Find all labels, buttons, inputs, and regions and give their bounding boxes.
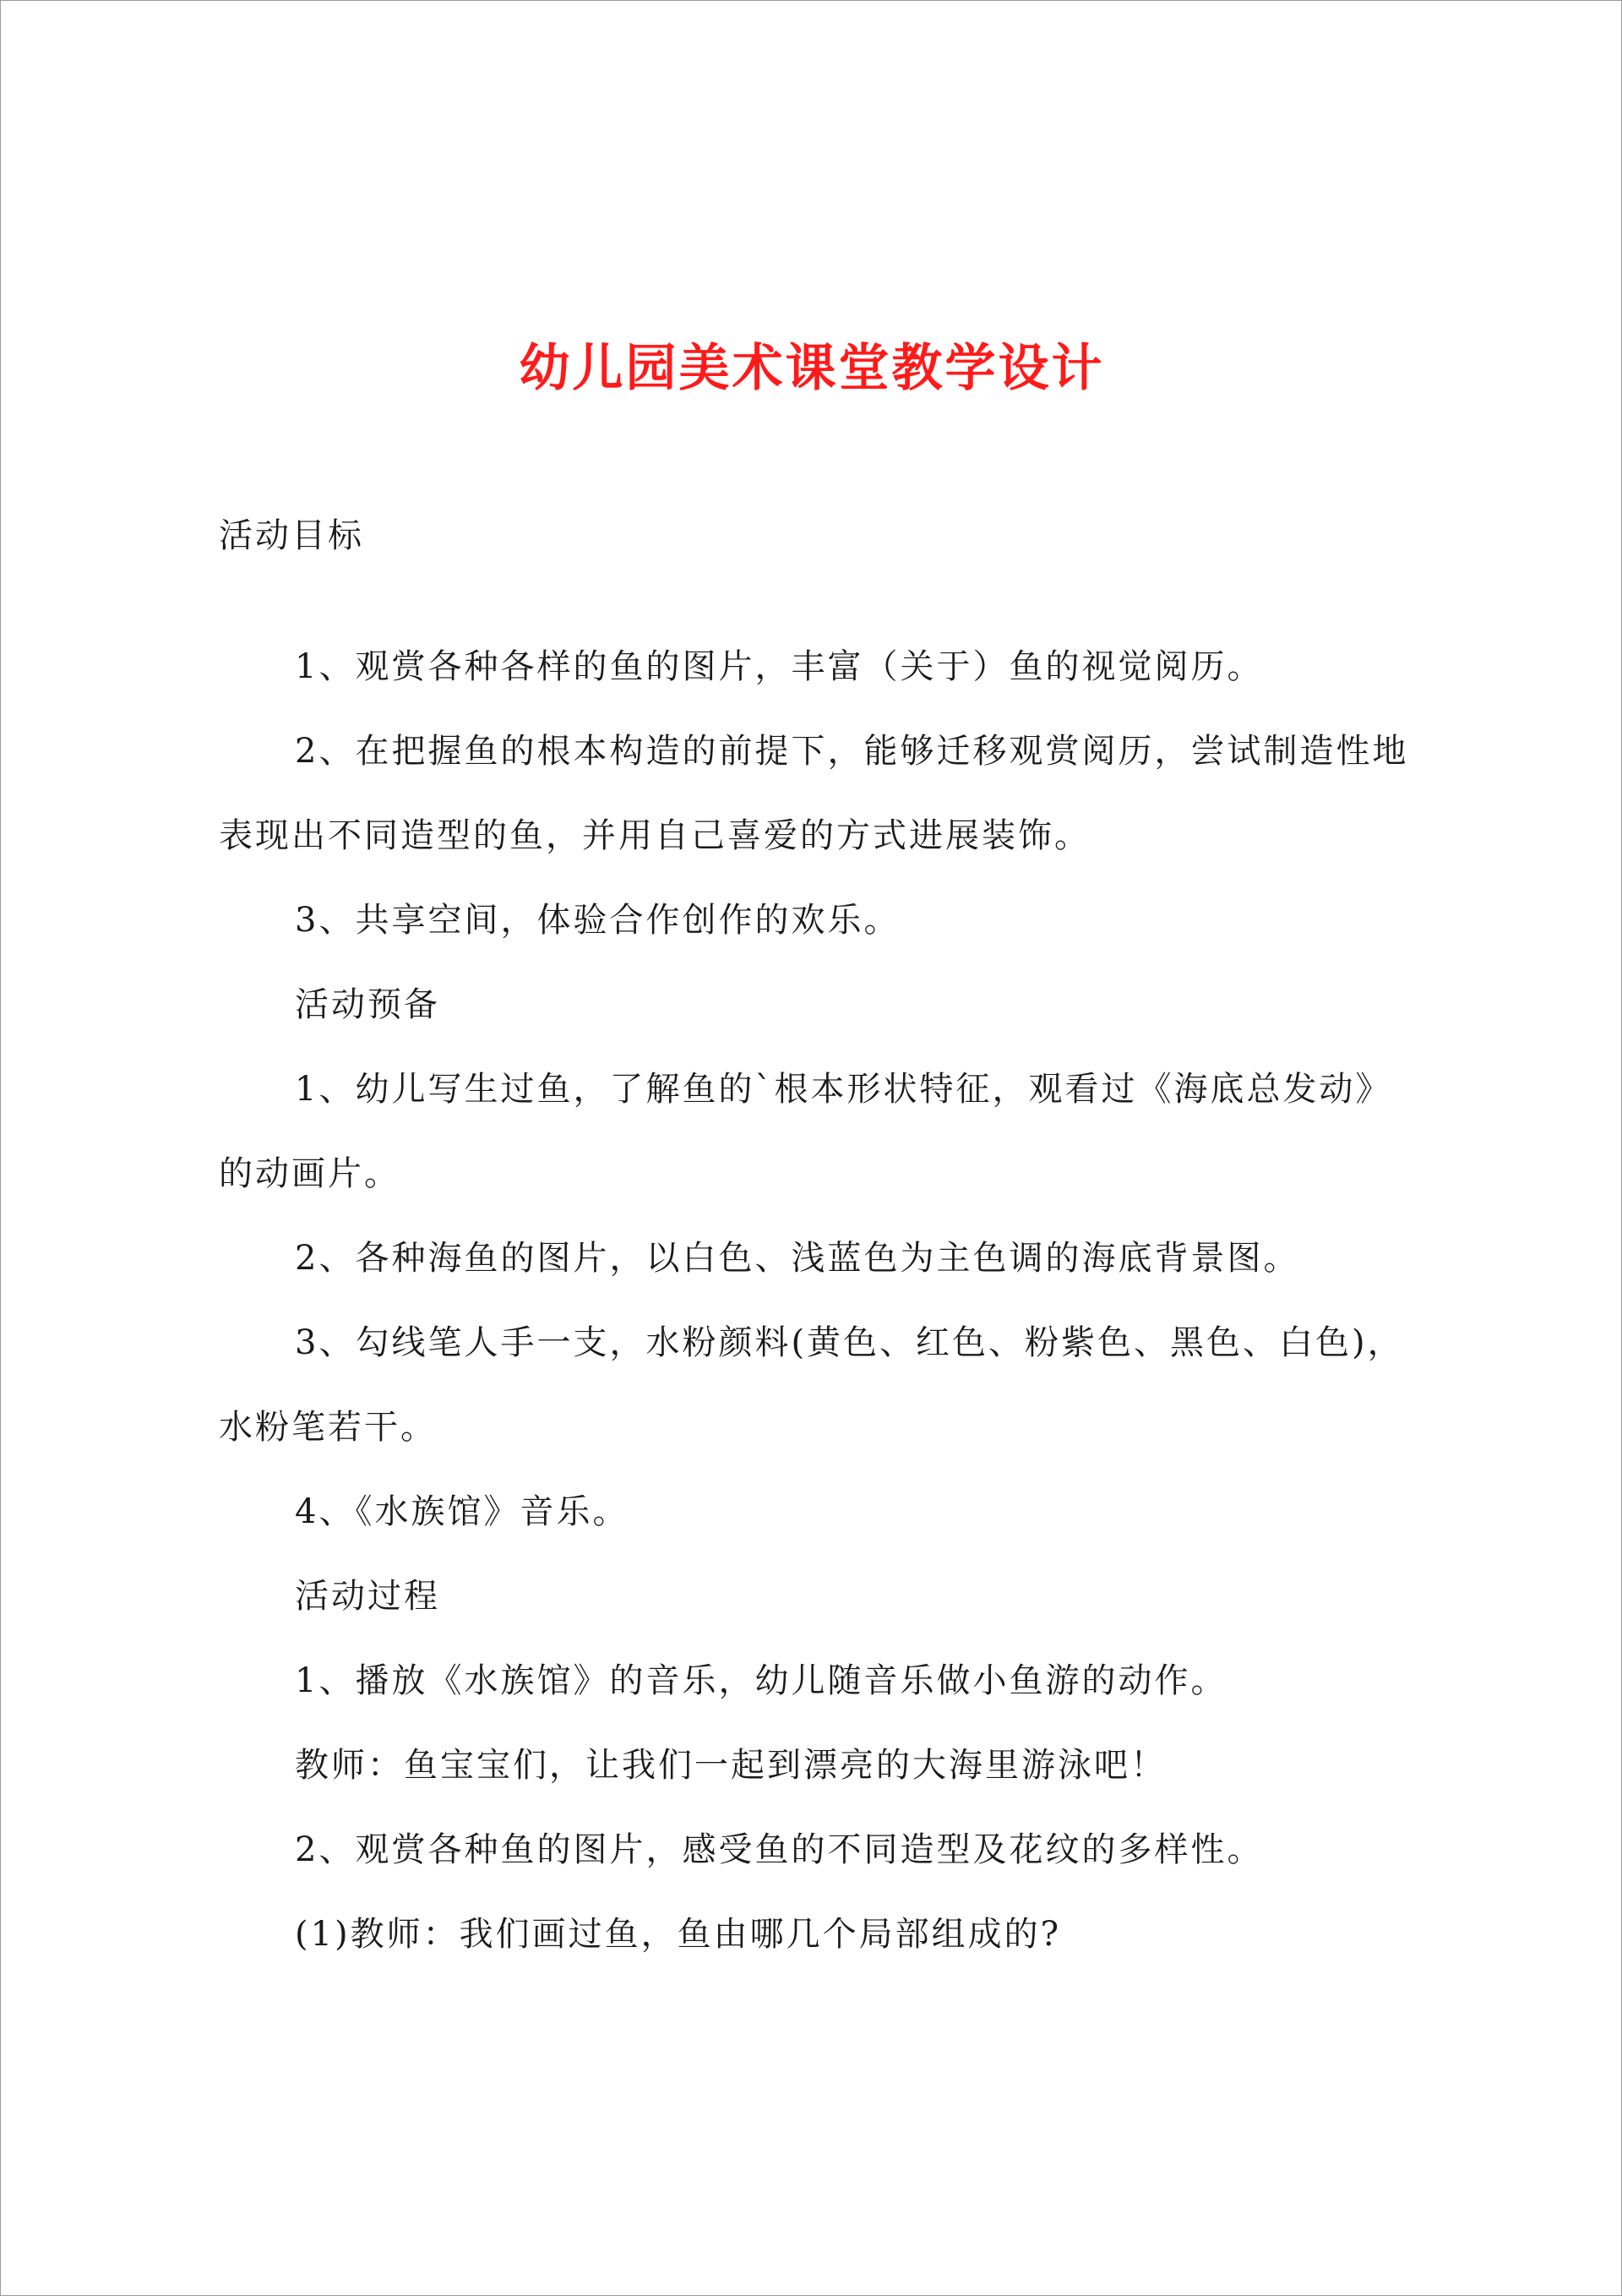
section-heading-prep: 活动预备 (295, 985, 440, 1024)
prep-item-1: 1、幼儿写生过鱼，了解鱼的`根本形状特征，观看过《海底总发动》的动画片。 (219, 1070, 1392, 1193)
process-item-2: 教师：鱼宝宝们，让我们一起到漂亮的大海里游泳吧！ (295, 1746, 1167, 1785)
document-title: 幼儿园美术课堂教学设计 (519, 339, 1105, 398)
process-item-1: 1、播放《水族馆》的音乐，幼儿随音乐做小鱼游的动作。 (295, 1661, 1227, 1700)
paragraph-spacer (219, 578, 1427, 624)
section-heading-process: 活动过程 (295, 1577, 440, 1616)
process-item-3: 2、观赏各种鱼的图片，感受鱼的不同造型及花纹的多样性。 (295, 1830, 1264, 1869)
prep-item-4: 4、《水族馆》音乐。 (295, 1492, 629, 1531)
goal-item-1: 1、观赏各种各样的鱼的图片，丰富（关于）鱼的视觉阅历。 (295, 647, 1264, 686)
prep-item-2: 2、各种海鱼的图片，以白色、浅蓝色为主色调的海底背景图。 (295, 1239, 1300, 1278)
section-heading-goals: 活动目标 (219, 516, 364, 555)
document-body (219, 494, 1427, 1977)
goal-item-3: 3、共享空间，体验合作创作的欢乐。 (295, 901, 901, 940)
prep-item-3: 3、勾线笔人手一支，水粉颜料(黄色、红色、粉紫色、黑色、白色)，水粉笔若干。 (219, 1323, 1404, 1447)
goal-item-2: 2、在把握鱼的根本构造的前提下，能够迁移观赏阅历，尝试制造性地表现出不同造型的鱼，并用自己喜爱的方式进展装饰。 (219, 732, 1409, 855)
process-item-4: (1)教师：我们画过鱼，鱼由哪几个局部组成的? (295, 1915, 1062, 1954)
